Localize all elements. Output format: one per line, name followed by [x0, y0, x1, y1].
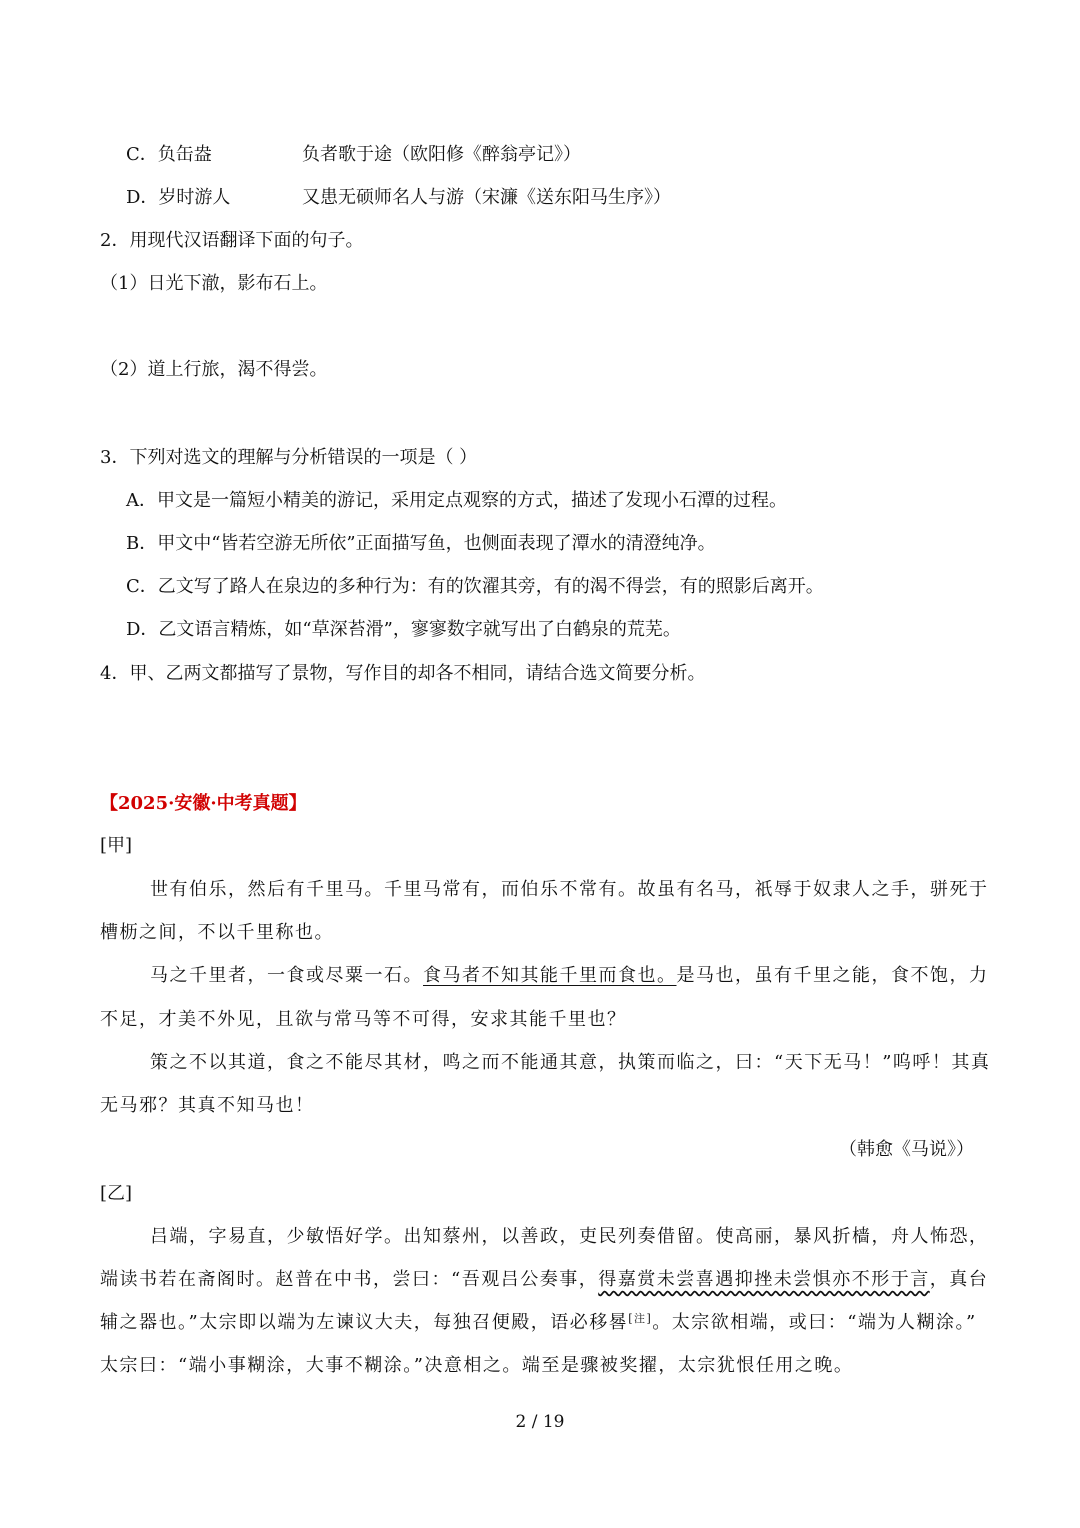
passage-jia-line: 无马邪？其真不知马也！ — [100, 1095, 315, 1116]
question-3-option-d: D．乙文语言精炼，如“草深苔滑”，寥寥数字就写出了白鹤泉的荒芜。 — [126, 619, 681, 640]
passage-jia-line — [150, 964, 989, 988]
passage-text: 辅之器也。”太宗即以端为左谏议大夫，每独召便殿，语必移晷 — [100, 1312, 629, 1333]
passage-yi-line: 太宗曰：“端小事糊涂，大事不糊涂。”决意相之。端至是骤被奖擢，太宗犹恨任用之晚。 — [100, 1355, 854, 1376]
passage-text: 端读书若在斋阁时。赵普在中书，尝曰：“吾观吕公奏事， — [100, 1269, 599, 1290]
option-c-text: 负者歌于途（欧阳修《醉翁亭记》） — [302, 144, 581, 165]
question-3-option-a: A．甲文是一篇短小精美的游记，采用定点观察的方式，描述了发现小石潭的过程。 — [126, 490, 787, 511]
question-2-sentence-2: （2）道上行旅，渴不得尝。 — [100, 359, 328, 380]
passage-jia-line: 策之不以其道，食之不能尽其材，鸣之而不能通其意，执策而临之，曰：“天下无马！”呜呼！其真 — [150, 1052, 991, 1073]
section-tag: 【2025·安徽·中考真题】 — [100, 793, 307, 814]
passage-yi-line: 吕端，字易直，少敏悟好学。出知蔡州，以善政，吏民列奏借留。使高丽，暴风折樯，舟人怖恐， — [150, 1226, 989, 1247]
question-3-title: 3．下列对选文的理解与分析错误的一项是（ ） — [100, 447, 478, 468]
footnote-marker: [注] — [628, 1312, 653, 1325]
option-c — [126, 143, 212, 167]
wavy-underlined-sentence: 得嘉赏未尝喜遇抑挫未尝惧亦不形于言 — [598, 1269, 930, 1290]
passage-text: 是马也，虽有千里之能，食不饱，力 — [676, 965, 989, 986]
question-3-option-c: C．乙文写了路人在泉边的多种行为：有的饮濯其旁，有的渴不得尝，有的照影后离开。 — [126, 576, 824, 597]
question-4-title: 4．甲、乙两文都描写了景物，写作目的却各不相同，请结合选文简要分析。 — [100, 663, 706, 684]
option-d-text: 又患无硕师名人与游（宋濂《送东阳马生序》） — [302, 187, 671, 208]
underlined-sentence: 食马者不知其能千里而食也。 — [423, 965, 677, 986]
option-d — [126, 186, 230, 210]
passage-text: ，真台 — [929, 1269, 989, 1290]
passage-text: 。太宗欲相端，或曰：“端为人糊涂。” — [652, 1312, 977, 1333]
passage-jia-line: 槽枥之间，不以千里称也。 — [100, 922, 334, 943]
question-3-option-b: B．甲文中“皆若空游无所依”正面描写鱼，也侧面表现了潭水的清澄纯净。 — [126, 533, 716, 554]
passage-jia-source: （韩愈《马说》） — [839, 1139, 974, 1160]
passage-text: 马之千里者，一食或尽粟一石。 — [150, 965, 423, 986]
passage-yi-label: [乙] — [100, 1183, 133, 1204]
question-2-title: 2．用现代汉语翻译下面的句子。 — [100, 230, 364, 251]
question-2-sentence-1: （1）日光下澈，影布石上。 — [100, 273, 328, 294]
option-d-label: D．岁时游人 — [126, 187, 231, 208]
passage-jia-line: 世有伯乐，然后有千里马。千里马常有，而伯乐不常有。故虽有名马，祇辱于奴隶人之手，骈死于 — [150, 879, 989, 900]
passage-jia-label: [甲] — [100, 835, 133, 856]
passage-yi-line — [100, 1311, 977, 1335]
option-c-label: C．负缶盎 — [126, 144, 212, 165]
passage-yi-line — [100, 1268, 988, 1292]
passage-jia-line: 不足，才美不外见，且欲与常马等不可得，安求其能千里也？ — [100, 1009, 627, 1030]
page-number: 2 / 19 — [515, 1412, 565, 1432]
